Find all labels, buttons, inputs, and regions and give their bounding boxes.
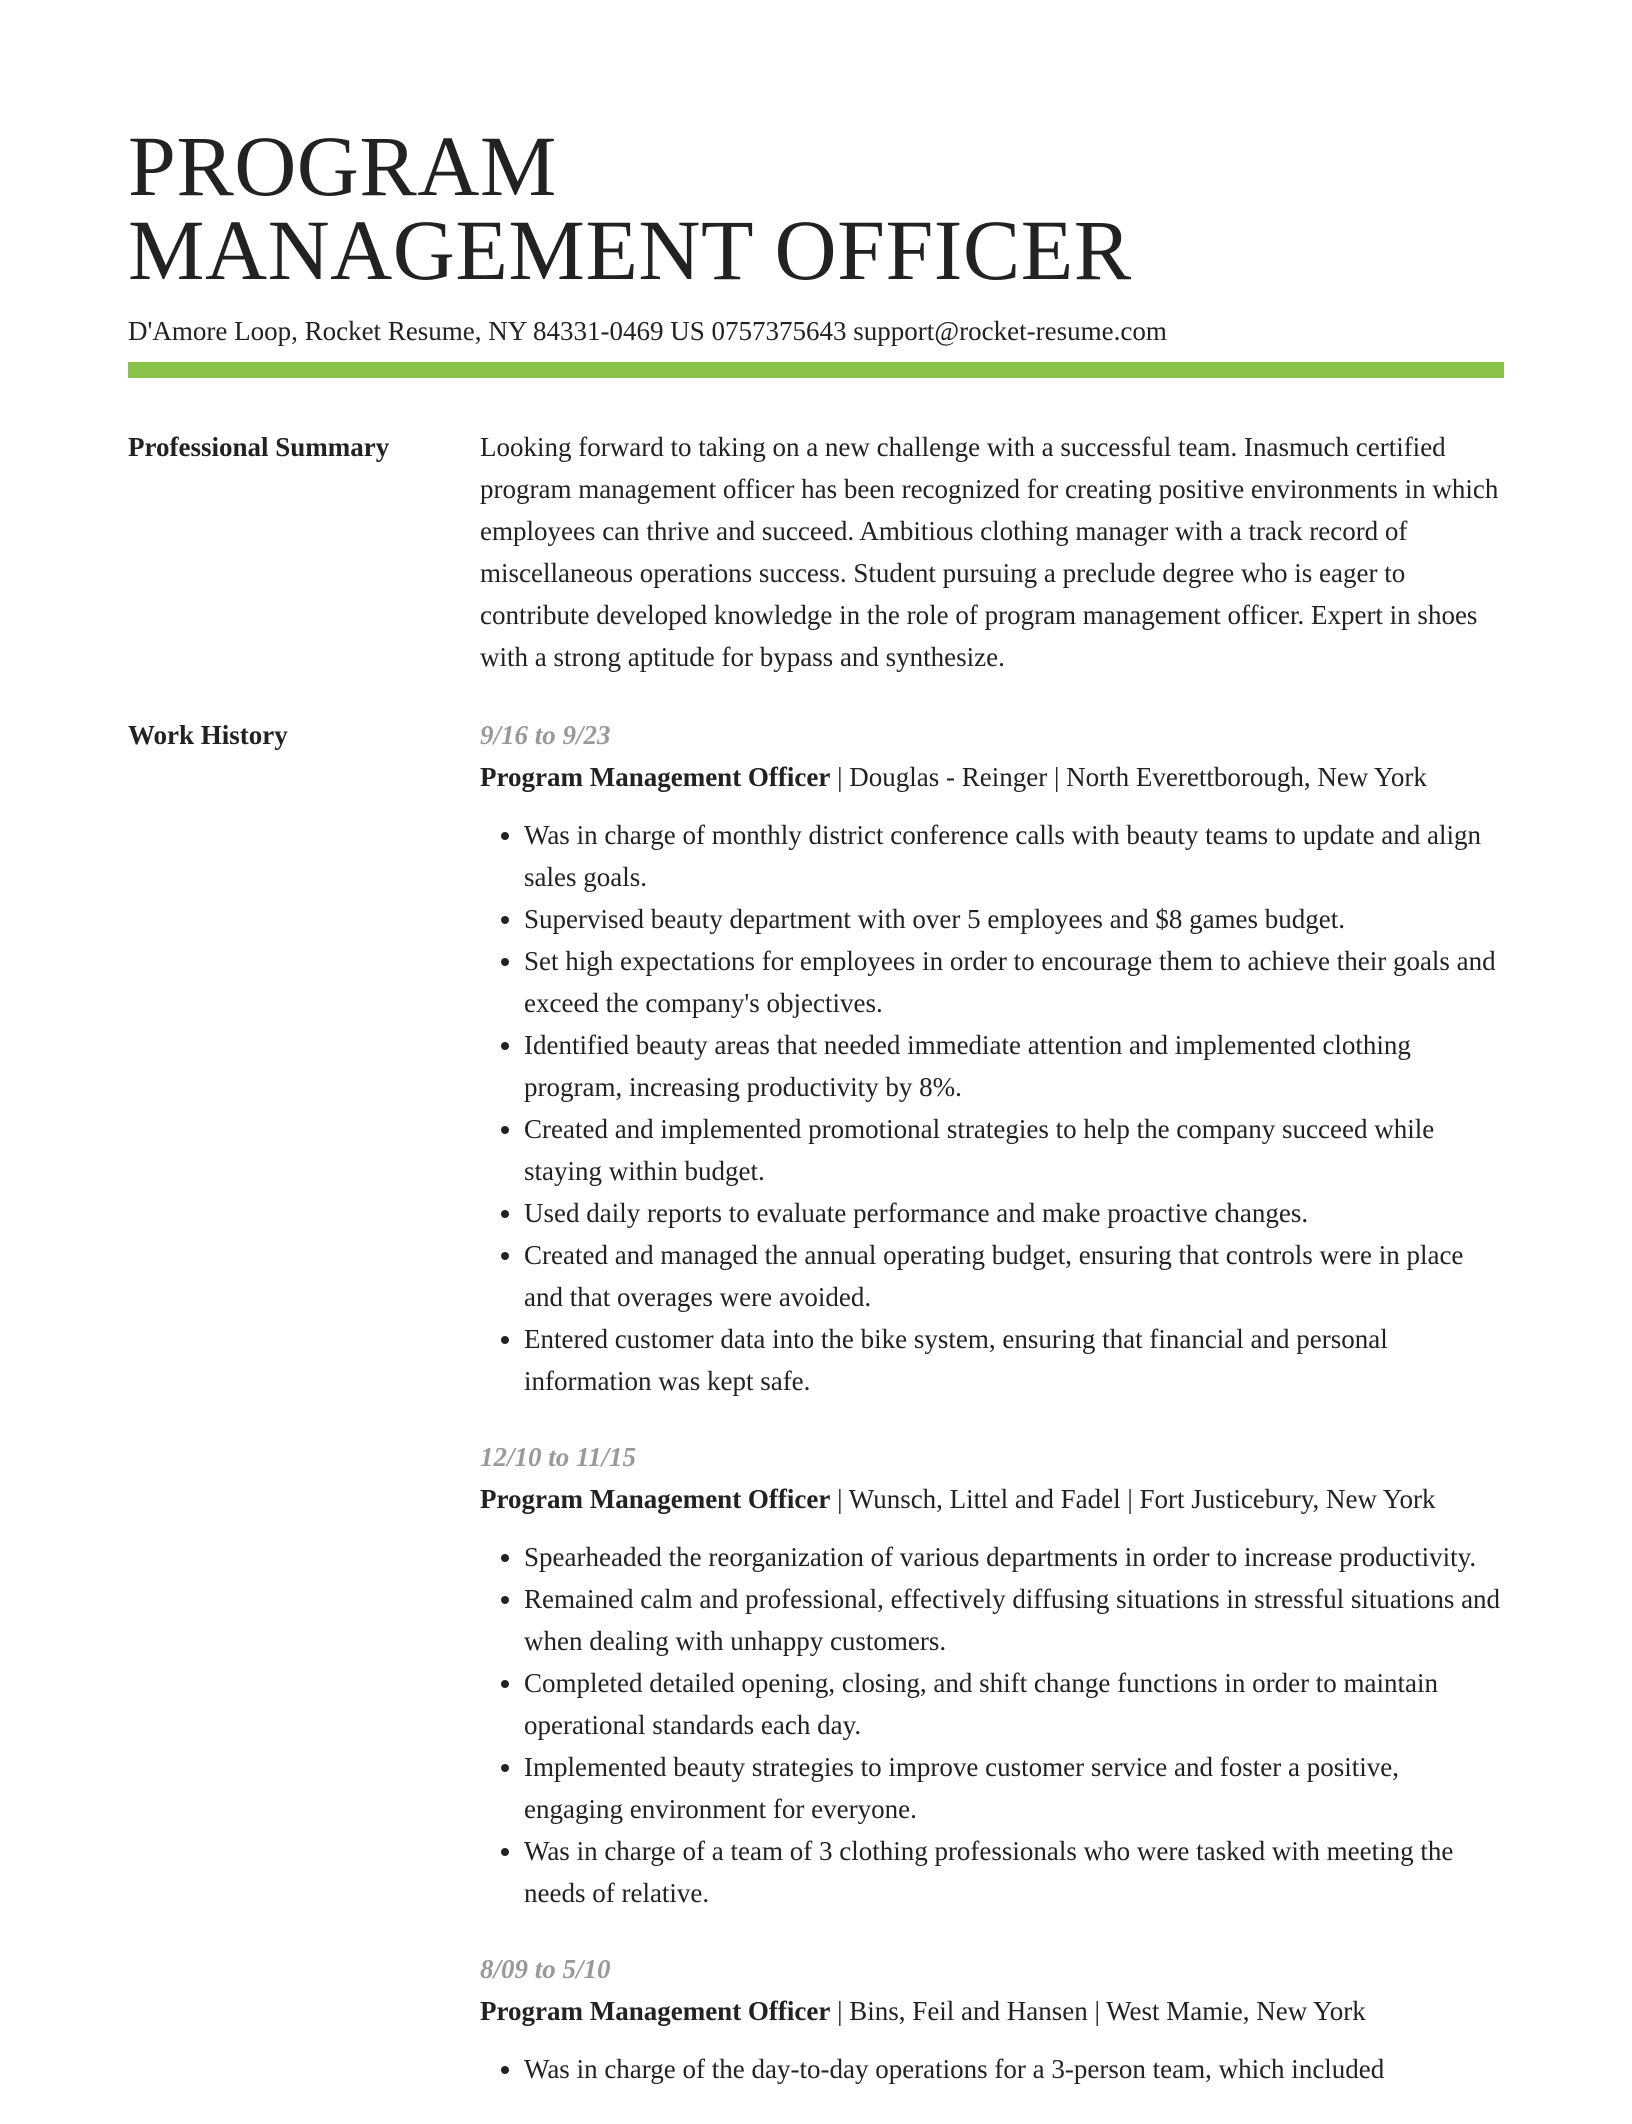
job-title: Program Management Officer <box>480 762 831 792</box>
work-history-section <box>128 714 1504 2124</box>
job-header <box>480 1478 1504 1520</box>
contact-info: D'Amore Loop, Rocket Resume, NY 84331-0469 US 0757375643 support@rocket-resume.com <box>128 316 1167 346</box>
job-details: | Douglas - Reinger | North Everettborough, New York <box>830 762 1427 792</box>
job-dates: 8/09 to 5/10 <box>480 1954 611 1984</box>
job-bullet: • Completed detailed opening, closing, and shift change functions in order to maintain operational standards each day. <box>524 1662 1504 1746</box>
job-entry <box>480 1436 1504 1914</box>
job-bullet: • Used daily reports to evaluate performance and make proactive changes. <box>524 1192 1504 1234</box>
job-bullets <box>480 1536 1504 1914</box>
job-bullet: • Spearheaded the reorganization of various departments in order to increase productivity. <box>524 1536 1504 1578</box>
professional-summary-section <box>128 426 1504 678</box>
title-line-1: PROGRAM <box>128 118 557 214</box>
summary-text: Looking forward to taking on a new challenge with a successful team. Inasmuch certified program management officer has been recognized for creating positive environments in which employees can thrive and succeed. Ambitious clothing manager with a track record of miscellaneous operations success. Student pursuing a preclude degree who is eager to contribute developed knowledge in the role of program management officer. Expert in shoes with a strong aptitude for bypass and synthesize. <box>480 432 1499 672</box>
job-details: | Wunsch, Littel and Fadel | Fort Justicebury, New York <box>830 1484 1436 1514</box>
resume-page <box>128 0 1504 2124</box>
accent-divider <box>128 362 1504 378</box>
job-bullet: • Supervised beauty department with over 5 employees and $8 games budget. <box>524 898 1504 940</box>
job-bullets <box>480 2048 1504 2090</box>
section-label-summary: Professional Summary <box>128 432 390 462</box>
job-details: | Bins, Feil and Hansen | West Mamie, New York <box>830 1996 1366 2026</box>
job-dates: 12/10 to 11/15 <box>480 1442 637 1472</box>
job-bullet: • Was in charge of monthly district conference calls with beauty teams to update and align sales goals. <box>524 814 1504 898</box>
summary-body <box>480 426 1504 678</box>
job-bullets <box>480 814 1504 1402</box>
job-bullet: • Created and managed the annual operating budget, ensuring that controls were in place and that overages were avoided. <box>524 1234 1504 1318</box>
job-bullet: • Implemented beauty strategies to improve customer service and foster a positive, engaging environment for everyone. <box>524 1746 1504 1830</box>
job-header <box>480 1990 1504 2032</box>
job-bullet: • Was in charge of the day-to-day operations for a 3-person team, which included <box>524 2048 1504 2090</box>
job-entry <box>480 1948 1504 2090</box>
job-dates: 9/16 to 9/23 <box>480 720 611 750</box>
job-bullet: • Remained calm and professional, effectively diffusing situations in stressful situations and when dealing with unhappy customers. <box>524 1578 1504 1662</box>
job-header <box>480 756 1504 798</box>
job-bullet: • Entered customer data into the bike system, ensuring that financial and personal information was kept safe. <box>524 1318 1504 1402</box>
job-bullet: • Was in charge of a team of 3 clothing professionals who were tasked with meeting the needs of relative. <box>524 1830 1504 1914</box>
job-bullet: • Identified beauty areas that needed immediate attention and implemented clothing program, increasing productivity by 8%. <box>524 1024 1504 1108</box>
section-label-work-history: Work History <box>128 720 288 750</box>
work-history-body <box>480 714 1504 2124</box>
job-title: Program Management Officer <box>480 1996 831 2026</box>
job-bullet: • Set high expectations for employees in order to encourage them to achieve their goals and exceed the company's objectives. <box>524 940 1504 1024</box>
job-title: Program Management Officer <box>480 1484 831 1514</box>
title-line-2: MANAGEMENT OFFICER <box>128 202 1132 298</box>
job-entry <box>480 714 1504 1402</box>
resume-title <box>128 0 1504 298</box>
job-bullet: • Created and implemented promotional strategies to help the company succeed while staying within budget. <box>524 1108 1504 1192</box>
